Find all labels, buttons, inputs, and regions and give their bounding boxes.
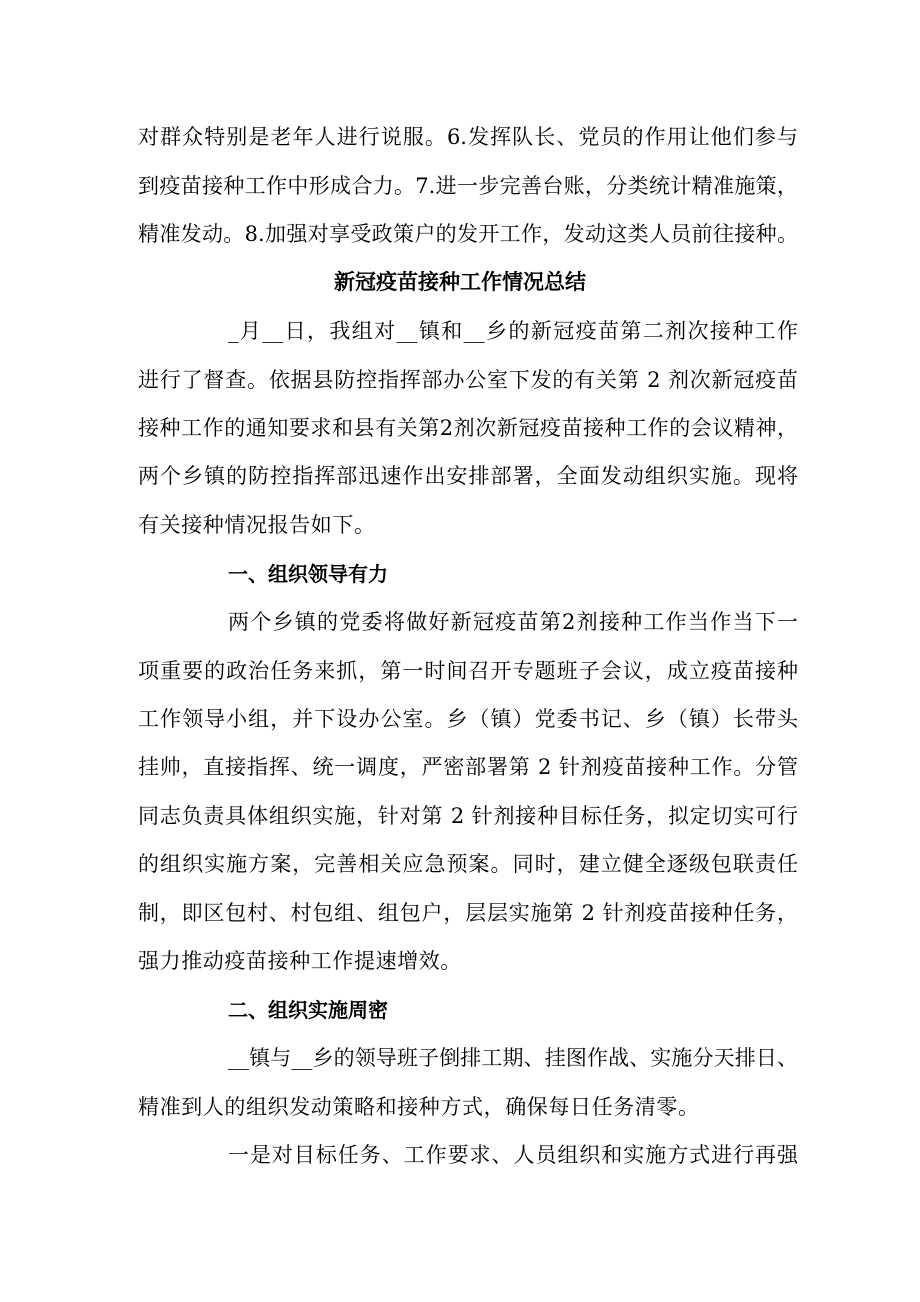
para2-line-5: 同志负责具体组织实施，针对第 2 针剂接种目标任务，拟定切实可行 bbox=[138, 804, 798, 828]
intro-line-3: 精准发动。8.加强对享受政策户的发开工作，发动这类人员前往接种。 bbox=[138, 222, 798, 246]
para1-line-2: 进行了督查。依据县防控指挥部办公室下发的有关第 2 剂次新冠疫苗 bbox=[138, 368, 798, 392]
para2-line-8: 强力推动疫苗接种工作提速增效。 bbox=[138, 949, 462, 973]
section-heading-1: 一、组织领导有力 bbox=[228, 562, 388, 586]
para2-line-7: 制，即区包村、村包组、组包户，层层实施第 2 针剂疫苗接种任务， bbox=[138, 901, 798, 925]
para2-line-4: 挂帅，直接指挥、统一调度，严密部署第 2 针剂疫苗接种工作。分管 bbox=[138, 755, 798, 779]
para3-line-2: 精准到人的组织发动策略和接种方式，确保每日任务清零。 bbox=[138, 1095, 700, 1119]
para3-line-1: __镇与__乡的领导班子倒排工期、挂图作战、实施分天排日、 bbox=[228, 1046, 798, 1070]
para2-line-1: 两个乡镇的党委将做好新冠疫苗第2剂接种工作当作当下一 bbox=[228, 610, 798, 634]
para1-line-1: _月__日，我组对__镇和__乡的新冠疫苗第二剂次接种工作 bbox=[228, 319, 798, 343]
document-title: 新冠疫苗接种工作情况总结 bbox=[334, 270, 586, 294]
para4-line-1: 一是对目标任务、工作要求、人员组织和实施方式进行再强 bbox=[228, 1143, 798, 1167]
para1-line-5: 有关接种情况报告如下。 bbox=[138, 513, 376, 537]
intro-line-1: 对群众特别是老年人进行说服。6.发挥队长、党员的作用让他们参与 bbox=[138, 125, 798, 149]
para1-line-3: 接种工作的通知要求和县有关第2剂次新冠疫苗接种工作的会议精神， bbox=[138, 416, 798, 440]
para2-line-2: 项重要的政治任务来抓，第一时间召开专题班子会议，成立疫苗接种 bbox=[138, 659, 798, 683]
intro-line-2: 到疫苗接种工作中形成合力。7.进一步完善台账，分类统计精准施策， bbox=[138, 174, 798, 198]
section-heading-2: 二、组织实施周密 bbox=[228, 998, 388, 1022]
para2-line-3: 工作领导小组，并下设办公室。乡（镇）党委书记、乡（镇）长带头 bbox=[138, 707, 798, 731]
para2-line-6: 的组织实施方案，完善相关应急预案。同时，建立健全逐级包联责任 bbox=[138, 852, 798, 876]
para1-line-4: 两个乡镇的防控指挥部迅速作出安排部署，全面发动组织实施。现将 bbox=[138, 464, 798, 488]
